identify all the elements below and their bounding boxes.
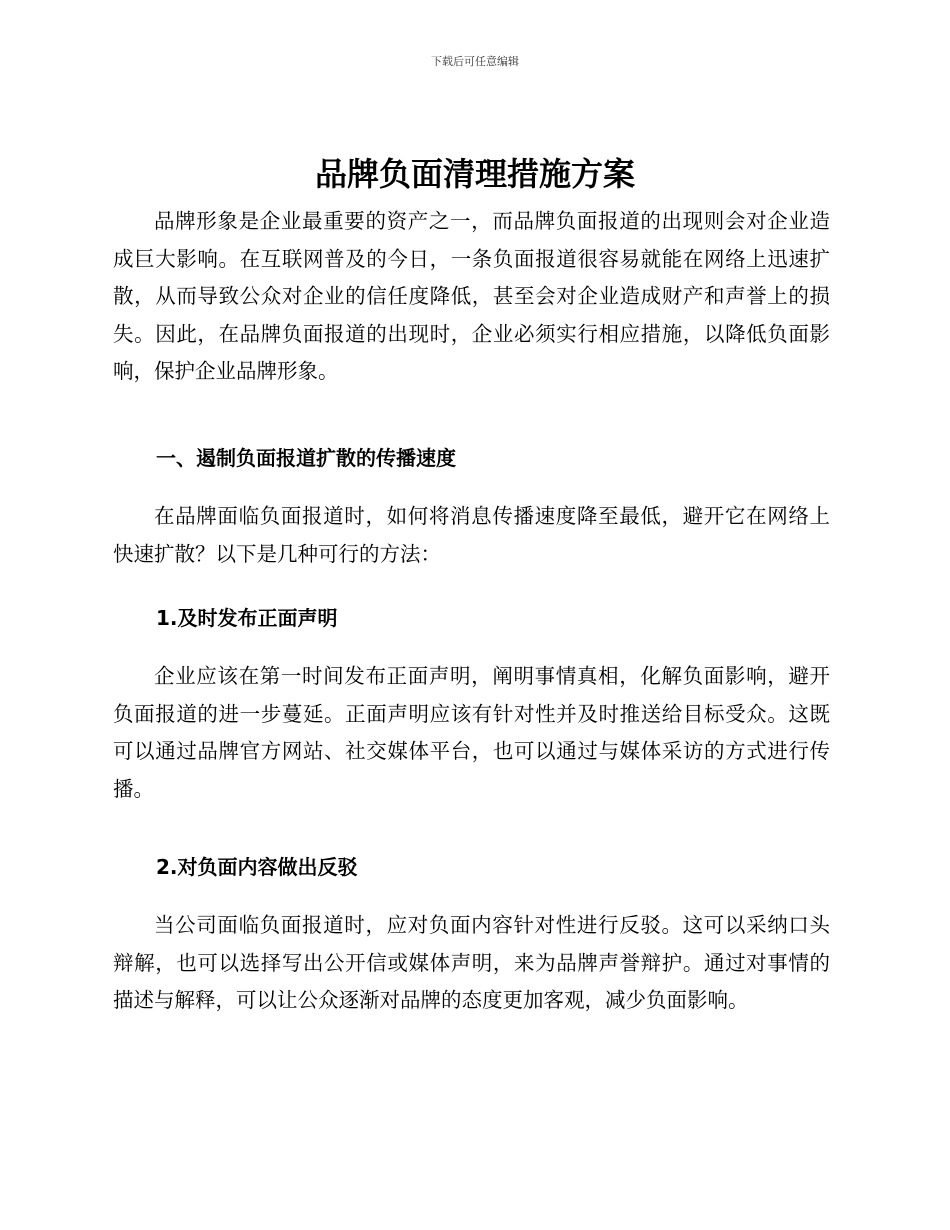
section-heading-curb-spread: 一、遏制负面报道扩散的传播速度 bbox=[156, 446, 456, 470]
document-title: 品牌负面清理措施方案 bbox=[314, 155, 635, 193]
section-paragraph-curb-spread: 在品牌面临负面报道时，如何将消息传播速度降至最低，避开它在网络上快速扩散？以下是几种可行的方法： bbox=[113, 504, 830, 566]
item-heading-rebuttal: 2.对负面内容做出反驳 bbox=[156, 855, 358, 879]
item-heading-positive-statement: 1.及时发布正面声明 bbox=[156, 606, 338, 630]
item-paragraph-positive-statement: 企业应该在第一时间发布正面声明，阐明事情真相，化解负面影响，避开负面报道的进一步蔓延。正面声明应该有针对性并及时推送给目标受众。这既可以通过品牌官方网站、社交媒体平台，也可以通过与媒体采访的方式进行传播。 bbox=[113, 664, 830, 801]
intro-paragraph: 品牌形象是企业最重要的资产之一，而品牌负面报道的出现则会对企业造成巨大影响。在互联网普及的今日，一条负面报道很容易就能在网络上迅速扩散，从而导致公众对企业的信任度降低，甚至会对企业造成财产和声誉上的损失。因此，在品牌负面报道的出现时，企业必须实行相应措施，以降低负面影响，保护企业品牌形象。 bbox=[113, 209, 830, 383]
item-paragraph-rebuttal: 当公司面临负面报道时，应对负面内容针对性进行反驳。这可以采纳口头辩解，也可以选择写出公开信或媒体声明，来为品牌声誉辩护。通过对事情的描述与解释，可以让公众逐渐对品牌的态度更加客观，减少负面影响。 bbox=[113, 913, 830, 1012]
page-header-note: 下载后可任意编辑 bbox=[431, 55, 519, 68]
